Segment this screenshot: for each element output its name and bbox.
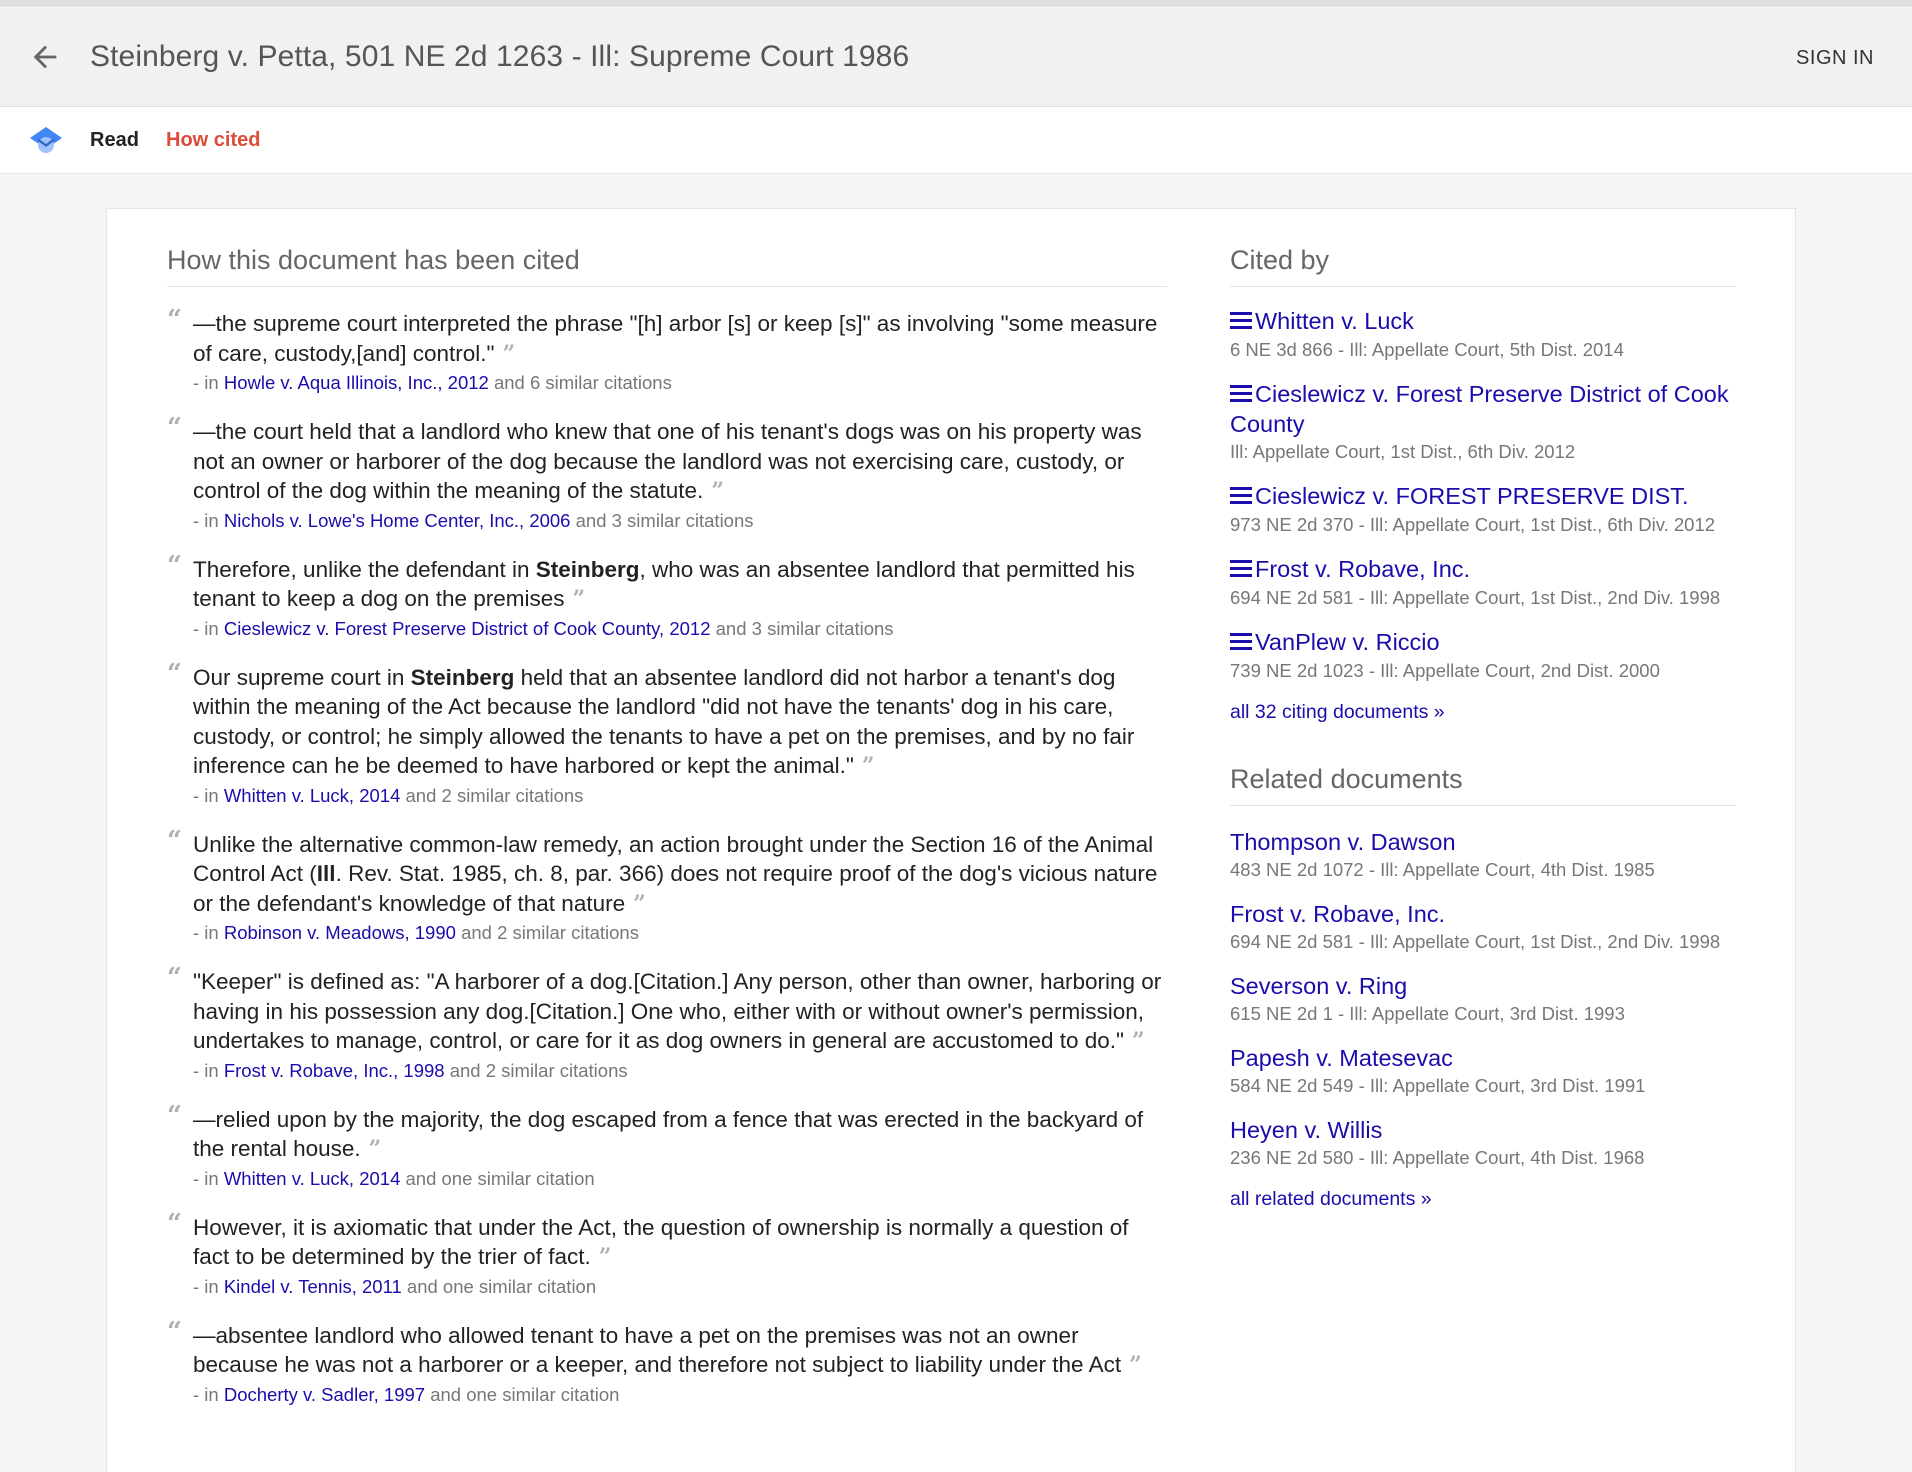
cited-by-meta: Ill: Appellate Court, 1st Dist., 6th Div. 2012 xyxy=(1230,441,1576,462)
quote-item xyxy=(167,305,1167,395)
related-document-entry xyxy=(1230,828,1736,882)
quote-source-link[interactable]: Kindel v. Tennis, 2011 xyxy=(223,1275,402,1297)
related-document-link[interactable]: Frost v. Robave, Inc. xyxy=(1230,901,1446,927)
cited-by-link[interactable] xyxy=(1230,380,1736,439)
cited-by-title: VanPlew v. Riccio xyxy=(1255,629,1440,655)
open-quote-icon: “ xyxy=(167,1100,182,1131)
close-quote-icon: ” xyxy=(861,753,875,779)
related-document-meta: 236 NE 2d 580 - Ill: Appellate Court, 4th Dist. 1968 xyxy=(1230,1147,1645,1168)
related-document-link[interactable]: Severson v. Ring xyxy=(1230,973,1408,999)
quote-text-segment: Therefore, unlike the defendant in xyxy=(193,556,536,582)
quote-text-segment: —absentee landlord who allowed tenant to have a pet on the premises was not an owner because he was not a harborer or a keeper, and therefore not subject to liability under the Act xyxy=(193,1322,1122,1377)
open-quote-icon: “ xyxy=(167,1208,182,1239)
quote-text-segment: —the supreme court interpreted the phrase "[h] arbor [s] or keep [s]" as involving "some measure of care, custody,[and] control." xyxy=(193,311,1158,366)
quote-text-segment: —the court held that a landlord who knew that one of his tenant's dogs was on his property was not an owner or harborer of the dog because the landlord was not exercising care, custody, or control of the dog within the meaning of the statute. xyxy=(193,419,1142,503)
quote-text-segment: However, it is axiomatic that under the Act, the question of ownership is normally a question of fact to be determined by the trier of fact. xyxy=(193,1214,1129,1269)
tab-how-cited[interactable]: How cited xyxy=(166,129,261,151)
quote-similar-citations: and 2 similar citations xyxy=(405,784,584,806)
open-quote-icon: “ xyxy=(167,963,182,993)
quote-source-link[interactable]: Docherty v. Sadler, 1997 xyxy=(223,1383,426,1405)
tab-bar xyxy=(0,107,1912,174)
quote-text-segment: , who was an absentee landlord that permitted his tenant to keep a dog on the premises xyxy=(193,556,1135,611)
quote-source-link[interactable]: Nichols v. Lowe's Home Center, Inc., 2006 xyxy=(223,509,571,531)
how-cited-heading: How this document has been cited xyxy=(167,245,1167,287)
quote-text xyxy=(193,417,1167,507)
quote-source-link[interactable]: Whitten v. Luck, 2014 xyxy=(223,784,401,806)
quote-text-bold: Steinberg xyxy=(535,556,640,582)
open-quote-icon: “ xyxy=(167,658,182,689)
quote-text xyxy=(193,967,1167,1057)
quote-text xyxy=(193,663,1167,782)
cited-by-title: Whitten v. Luck xyxy=(1255,308,1414,334)
close-quote-icon: ” xyxy=(633,890,646,917)
quote-source-link[interactable]: Whitten v. Luck, 2014 xyxy=(223,1167,401,1189)
related-document-entry xyxy=(1230,900,1736,954)
quote-source xyxy=(193,1059,1167,1083)
quote-item xyxy=(167,825,1167,946)
quote-text-bold: Steinberg xyxy=(410,664,515,690)
all-related-documents-link[interactable]: all related documents » xyxy=(1230,1188,1432,1210)
quote-text xyxy=(193,1213,1167,1273)
quote-list xyxy=(167,305,1167,1407)
quote-item xyxy=(167,413,1167,533)
quote-item xyxy=(167,1208,1167,1299)
quote-source xyxy=(193,617,1167,641)
quote-source-link[interactable]: Robinson v. Meadows, 1990 xyxy=(223,922,456,943)
close-quote-icon: ” xyxy=(711,478,724,504)
quote-source-prefix: - in xyxy=(193,784,219,806)
related-document-link[interactable]: Papesh v. Matesevac xyxy=(1230,1045,1453,1071)
related-document-link[interactable]: Thompson v. Dawson xyxy=(1230,829,1456,855)
content-card xyxy=(106,208,1796,1472)
scholar-logo-icon[interactable] xyxy=(28,123,64,159)
quote-text xyxy=(193,309,1167,369)
quote-source xyxy=(193,784,1167,808)
cited-by-title: Cieslewicz v. FOREST PRESERVE DIST. xyxy=(1255,483,1689,509)
close-quote-icon: ” xyxy=(502,340,516,367)
tab-read[interactable]: Read xyxy=(90,129,139,151)
quote-text-segment: Our supreme court in xyxy=(193,664,411,690)
cited-by-meta: 739 NE 2d 1023 - Ill: Appellate Court, 2nd Dist. 2000 xyxy=(1230,660,1660,681)
open-quote-icon: “ xyxy=(167,413,182,443)
cited-by-link[interactable] xyxy=(1230,307,1736,337)
cited-by-entry xyxy=(1230,307,1736,362)
quote-similar-citations: and one similar citation xyxy=(430,1383,620,1405)
menu-lines-icon xyxy=(1230,381,1252,410)
open-quote-icon: “ xyxy=(167,825,182,856)
cited-by-title: Cieslewicz v. Forest Preserve District of Cook County xyxy=(1230,381,1729,437)
quote-item xyxy=(167,550,1167,641)
how-cited-section xyxy=(167,245,1167,1429)
quote-source-prefix: - in xyxy=(193,509,219,531)
cited-by-entry xyxy=(1230,628,1736,683)
quote-similar-citations: and one similar citation xyxy=(406,1275,597,1297)
open-quote-icon: “ xyxy=(167,550,182,581)
cited-by-link[interactable] xyxy=(1230,482,1736,512)
quote-text xyxy=(193,555,1167,615)
close-quote-icon: ” xyxy=(1129,1352,1142,1378)
quote-text-segment: held that an absentee landlord did not harbor a tenant's dog within the meaning of the Act because the landlord "did not have the tenants' dog in his care, custody, or control; he simply allowed the tenants to have a pet on the premises, and by no fair inference can he be deemed to have harbored or kept the animal." xyxy=(193,664,1135,778)
cited-by-link[interactable] xyxy=(1230,628,1736,658)
quote-source xyxy=(193,371,1167,395)
quote-source xyxy=(193,509,1167,533)
quote-item xyxy=(167,963,1167,1083)
quote-item xyxy=(167,1316,1167,1407)
quote-similar-citations: and 2 similar citations xyxy=(449,1059,628,1081)
sign-in-button[interactable]: SIGN IN xyxy=(1796,47,1874,69)
related-document-meta: 615 NE 2d 1 - Ill: Appellate Court, 3rd Dist. 1993 xyxy=(1230,1003,1625,1024)
cited-by-meta: 973 NE 2d 370 - Ill: Appellate Court, 1st Dist., 6th Div. 2012 xyxy=(1230,514,1716,535)
page-title: Steinberg v. Petta, 501 NE 2d 1263 - Ill: Supreme Court 1986 xyxy=(90,40,910,73)
close-quote-icon: ” xyxy=(598,1244,612,1270)
quote-source-prefix: - in xyxy=(193,1059,219,1081)
quote-source-link[interactable]: Frost v. Robave, Inc., 1998 xyxy=(223,1059,445,1081)
cited-by-title: Frost v. Robave, Inc. xyxy=(1255,556,1471,582)
quote-text-segment: Unlike the alternative common-law remedy, an action brought under the Section 16 of the Animal Control Act ( xyxy=(193,831,1154,886)
quote-text xyxy=(193,830,1167,920)
quote-text-segment: —relied upon by the majority, the dog escaped from a fence that was erected in the backyard of the rental house. xyxy=(193,1106,1144,1161)
quote-source-link[interactable]: Howle v. Aqua Illinois, Inc., 2012 xyxy=(223,372,489,393)
quote-source-prefix: - in xyxy=(193,1275,219,1297)
cited-by-list xyxy=(1230,307,1736,683)
quote-source xyxy=(193,1383,1167,1407)
quote-text-bold: Ill xyxy=(316,861,336,886)
open-quote-icon: “ xyxy=(167,305,182,335)
close-quote-icon: ” xyxy=(1132,1028,1145,1054)
cited-by-meta: 694 NE 2d 581 - Ill: Appellate Court, 1st Dist., 2nd Div. 1998 xyxy=(1230,587,1721,608)
cited-by-entry xyxy=(1230,380,1736,464)
quote-text xyxy=(193,1105,1167,1165)
cited-by-entry xyxy=(1230,482,1736,537)
quote-text-segment: "Keeper" is defined as: "A harborer of a dog.[Citation.] Any person, other than owner, harboring or having in his possession any dog.[Citation.] One who, either with or without owner's permission, undertakes to manage, control, or care for it as dog owners in general are accustomed to do." xyxy=(193,969,1162,1053)
related-document-meta: 584 NE 2d 549 - Ill: Appellate Court, 3rd Dist. 1991 xyxy=(1230,1075,1646,1096)
quote-similar-citations: and 6 similar citations xyxy=(493,372,672,393)
close-quote-icon: ” xyxy=(368,1136,382,1162)
quote-source-prefix: - in xyxy=(193,1167,219,1189)
related-document-meta: 694 NE 2d 581 - Ill: Appellate Court, 1st Dist., 2nd Div. 1998 xyxy=(1230,931,1721,952)
quote-source xyxy=(193,921,1167,945)
quote-source-prefix: - in xyxy=(193,617,219,639)
quote-text xyxy=(193,1321,1167,1381)
related-document-link[interactable]: Heyen v. Willis xyxy=(1230,1117,1383,1143)
related-document-entry xyxy=(1230,1044,1736,1098)
quote-item xyxy=(167,658,1167,808)
related-document-entry xyxy=(1230,1116,1736,1170)
quote-source-link[interactable]: Cieslewicz v. Forest Preserve District of Cook County, 2012 xyxy=(223,617,711,639)
app-header xyxy=(0,6,1912,107)
quote-source xyxy=(193,1275,1167,1299)
quote-text-segment: . Rev. Stat. 1985, ch. 8, par. 366) does not require proof of the dog's vicious nature or the defendant's knowledge of that nature xyxy=(193,861,1158,916)
related-document-meta: 483 NE 2d 1072 - Ill: Appellate Court, 4th Dist. 1985 xyxy=(1230,859,1655,880)
menu-lines-icon xyxy=(1230,483,1252,512)
open-quote-icon: “ xyxy=(167,1316,182,1347)
cited-by-meta: 6 NE 3d 866 - Ill: Appellate Court, 5th Dist. 2014 xyxy=(1230,339,1624,360)
related-document-entry xyxy=(1230,972,1736,1026)
quote-source-prefix: - in xyxy=(193,922,219,943)
sidebar xyxy=(1230,245,1736,1211)
menu-lines-icon xyxy=(1230,629,1252,658)
cited-by-link[interactable] xyxy=(1230,555,1736,585)
cited-by-heading: Cited by xyxy=(1230,245,1736,287)
cited-by-entry xyxy=(1230,555,1736,610)
menu-lines-icon xyxy=(1230,556,1252,585)
quote-source-prefix: - in xyxy=(193,1383,219,1405)
quote-source-prefix: - in xyxy=(193,372,219,393)
quote-source xyxy=(193,1167,1167,1191)
quote-similar-citations: and 3 similar citations xyxy=(715,617,894,639)
all-citing-documents-link[interactable]: all 32 citing documents » xyxy=(1230,701,1445,723)
menu-lines-icon xyxy=(1230,308,1252,337)
back-arrow-icon[interactable] xyxy=(28,40,62,74)
related-documents-list xyxy=(1230,828,1736,1170)
quote-item xyxy=(167,1100,1167,1191)
quote-similar-citations: and 3 similar citations xyxy=(575,509,754,531)
close-quote-icon: ” xyxy=(572,586,586,612)
related-documents-heading: Related documents xyxy=(1230,764,1736,806)
quote-similar-citations: and one similar citation xyxy=(405,1167,595,1189)
quote-similar-citations: and 2 similar citations xyxy=(461,922,639,943)
